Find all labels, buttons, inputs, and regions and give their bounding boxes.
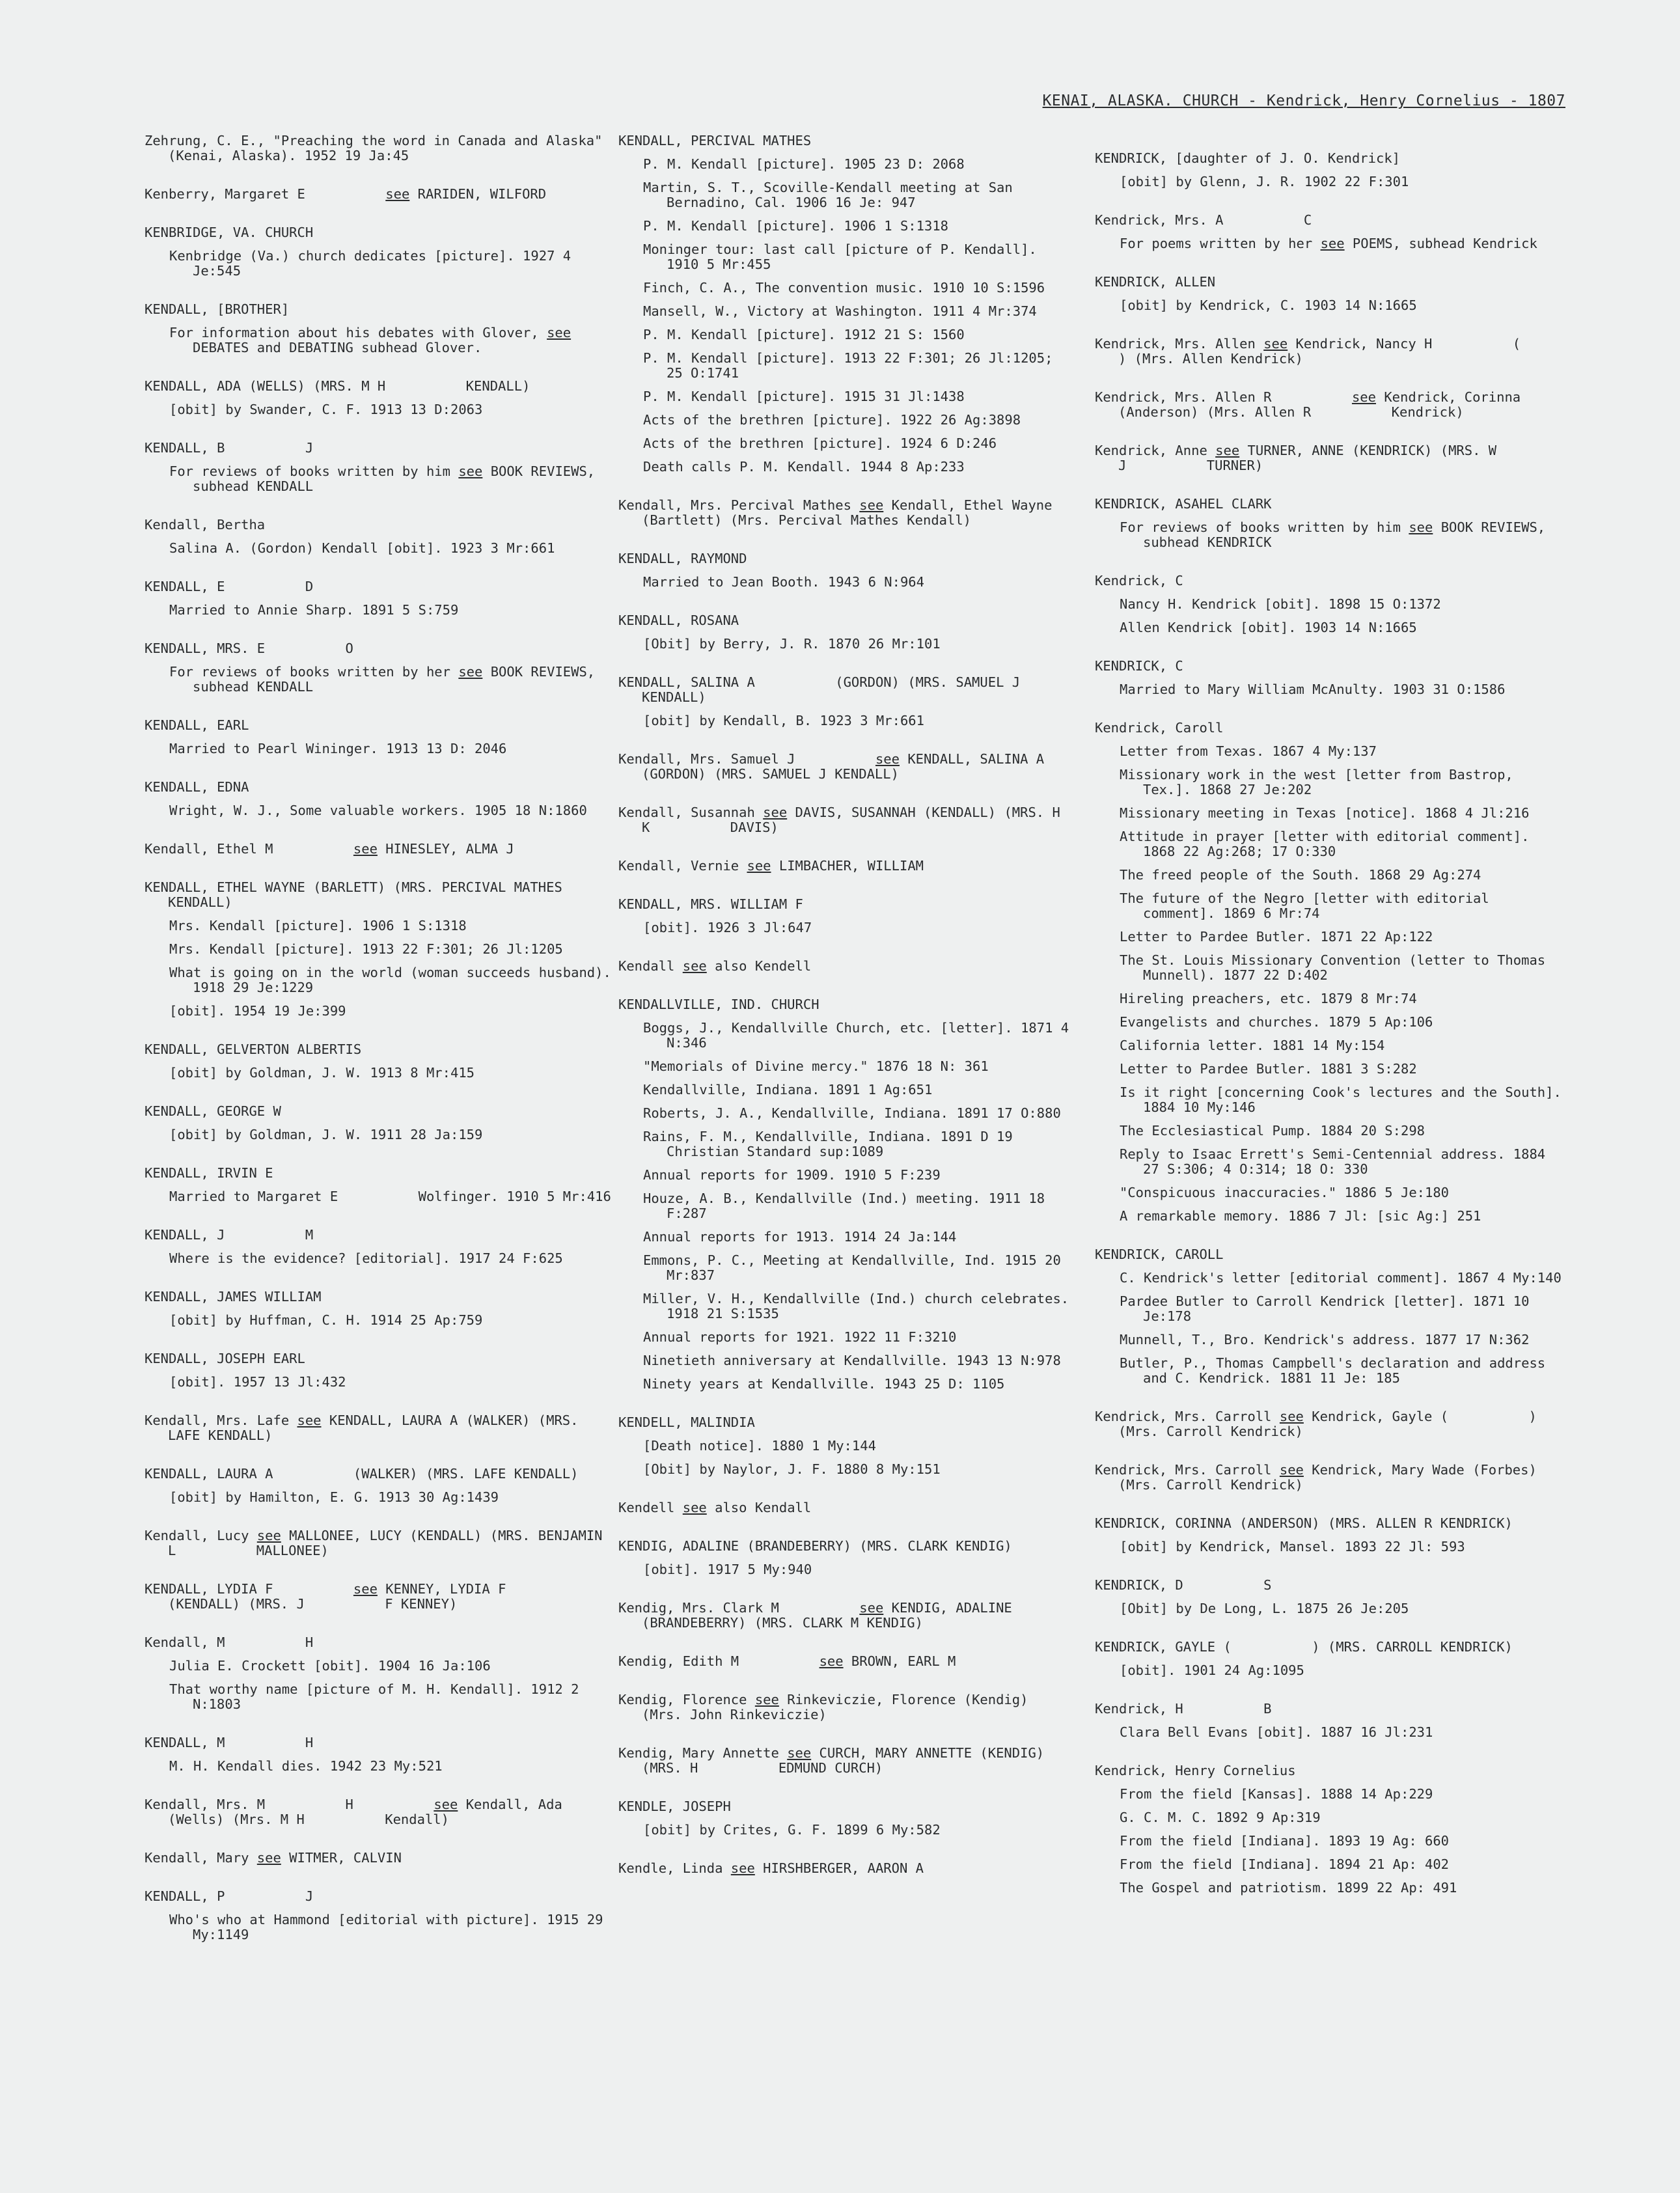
entry-citation: Missionary meeting in Texas [notice]. 1868 4 Jl:216	[1120, 805, 1530, 821]
entry-heading: KENDALL, JAMES WILLIAM	[145, 1289, 322, 1304]
entry-citation: [obit] by Goldman, J. W. 1911 28 Ja:159	[169, 1127, 483, 1142]
entry-heading: Kendig, Mary Annette see CURCH, MARY ANNETTE (KENDIG) (MRS. H EDMUND CURCH)	[618, 1745, 1053, 1776]
entry-heading: KENDALL, LYDIA F see KENNEY, LYDIA F (KENDALL) (MRS. J F KENNEY)	[145, 1581, 586, 1612]
index-entry	[145, 718, 613, 756]
entry-citation: Miller, V. H., Kendallville (Ind.) church celebrates. 1918 21 S:1535	[643, 1291, 1077, 1321]
entry-citation: Missionary work in the west [letter from Bastrop, Tex.]. 1868 27 Je:202	[1120, 767, 1522, 797]
entry-citation: A remarkable memory. 1886 7 Jl: [sic Ag:] 251	[1120, 1208, 1481, 1224]
entry-citation: For reviews of books written by him see BOOK REVIEWS, subhead KENDRICK	[1120, 519, 1554, 550]
entry-citation: Ninetieth anniversary at Kendallville. 1943 13 N:978	[643, 1353, 1061, 1368]
entry-citation: For reviews of books written by her see BOOK REVIEWS, subhead KENDALL	[169, 664, 603, 695]
index-entry	[145, 1582, 613, 1612]
see-reference: see	[730, 1860, 755, 1876]
index-entry	[145, 1228, 613, 1266]
index-entry	[618, 498, 1074, 528]
see-reference: see	[1351, 389, 1376, 405]
entry-heading: Kendall, Mrs. Lafe see KENDALL, LAURA A (WALKER) (MRS. LAFE KENDALL)	[145, 1413, 586, 1443]
index-entry	[618, 1539, 1074, 1577]
entry-citation: M. H. Kendall dies. 1942 23 My:521	[169, 1758, 443, 1774]
entry-citation: What is going on in the world (woman succeeds husband). 1918 29 Je:1229	[169, 965, 620, 995]
entry-heading: KENDALL, E D	[145, 579, 314, 594]
running-header: KENAI, ALASKA. CHURCH - Kendrick, Henry Cornelius - 1807	[1042, 92, 1565, 109]
index-entry	[1095, 573, 1563, 635]
entry-heading: KENDALLVILLE, IND. CHURCH	[618, 997, 819, 1012]
see-reference: see	[819, 1653, 844, 1669]
index-entry	[618, 551, 1074, 590]
entry-heading: KENDALL, PERCIVAL MATHES	[618, 133, 812, 148]
entry-citation: Butler, P., Thomas Campbell's declaration and address and C. Kendrick. 1881 11 Je: 185	[1120, 1355, 1554, 1386]
index-entry	[145, 225, 613, 279]
entry-citation: Hireling preachers, etc. 1879 8 Mr:74	[1120, 991, 1417, 1006]
see-reference: see	[859, 1600, 884, 1616]
entry-heading: Kendall, Bertha	[145, 517, 266, 532]
entry-citation: Married to Mary William McAnulty. 1903 31 O:1586	[1120, 682, 1506, 697]
entry-heading: Kendrick, Henry Cornelius	[1095, 1763, 1296, 1778]
index-entry	[1095, 497, 1563, 550]
entry-heading: Kendall, M H	[145, 1634, 314, 1650]
entry-citation: [obit]. 1901 24 Ag:1095	[1120, 1662, 1304, 1678]
entry-heading: Kendall, Mrs. Samuel J see KENDALL, SALINA A (GORDON) (MRS. SAMUEL J KENDALL)	[618, 751, 1125, 782]
entry-citation: C. Kendrick's letter [editorial comment]. 1867 4 My:140	[1120, 1270, 1562, 1286]
entry-heading: KENDALL, SALINA A (GORDON) (MRS. SAMUEL J KENDALL)	[618, 674, 1101, 705]
entry-citation: Acts of the brethren [picture]. 1922 26 Ag:3898	[643, 412, 1021, 428]
entry-heading: KENDALL, ADA (WELLS) (MRS. M H KENDALL)	[145, 378, 530, 394]
entry-citation: From the field [Kansas]. 1888 14 Ap:229	[1120, 1786, 1433, 1802]
index-entry	[1095, 1463, 1563, 1493]
index-entry	[1095, 336, 1601, 366]
see-reference: see	[353, 1581, 378, 1597]
entry-heading: KENBRIDGE, VA. CHURCH	[145, 225, 314, 240]
entry-heading: KENDRICK, GAYLE ( ) (MRS. CARROLL KENDRICK)	[1095, 1639, 1513, 1655]
entry-citation: Married to Pearl Wininger. 1913 13 D: 2046	[169, 741, 507, 756]
index-entry	[145, 1351, 613, 1390]
entry-heading: Kendall, Mary see WITMER, CALVIN	[145, 1850, 402, 1866]
entry-heading: Kendrick, H B	[1095, 1701, 1272, 1717]
entry-citation: Kenbridge (Va.) church dedicates [picture]. 1927 4 Je:545	[169, 248, 579, 279]
entry-heading: Kendall, Vernie see LIMBACHER, WILLIAM	[618, 858, 924, 874]
entry-citation: Houze, A. B., Kendallville (Ind.) meeting. 1911 18 F:287	[643, 1191, 1053, 1221]
entry-citation: Roberts, J. A., Kendallville, Indiana. 1891 17 O:880	[643, 1105, 1061, 1121]
entry-heading: Kendrick, Mrs. Carroll see Kendrick, Gayle ( ) (Mrs. Carroll Kendrick)	[1095, 1409, 1545, 1439]
see-reference: see	[1215, 443, 1240, 458]
index-entry	[145, 1797, 613, 1827]
see-reference: see	[297, 1413, 322, 1428]
entry-heading: KENDRICK, C	[1095, 658, 1183, 674]
entry-citation: Kendallville, Indiana. 1891 1 Ag:651	[643, 1082, 933, 1097]
index-entry	[618, 1415, 1074, 1477]
entry-heading: KENDRICK, CORINNA (ANDERSON) (MRS. ALLEN R KENDRICK)	[1095, 1515, 1513, 1531]
entry-citation: Munnell, T., Bro. Kendrick's address. 1877 17 N:362	[1120, 1332, 1530, 1347]
see-reference: see	[256, 1528, 281, 1543]
entry-citation: P. M. Kendall [picture]. 1906 1 S:1318	[643, 218, 948, 234]
entry-heading: Kendrick, Mrs. Carroll see Kendrick, Mary Wade (Forbes) (Mrs. Carroll Kendrick)	[1095, 1462, 1545, 1493]
entry-heading: KENDLE, JOSEPH	[618, 1799, 731, 1814]
entry-heading: KENDRICK, ASAHEL CLARK	[1095, 496, 1272, 512]
entry-citation: The St. Louis Missionary Convention (letter to Thomas Munnell). 1877 22 D:402	[1120, 952, 1554, 983]
entry-heading: Kenberry, Margaret E see RARIDEN, WILFORD	[145, 186, 547, 202]
entry-citation: Mrs. Kendall [picture]. 1906 1 S:1318	[169, 918, 467, 933]
see-reference: see	[1279, 1409, 1304, 1424]
see-reference: see	[547, 325, 571, 340]
entry-heading: KENDALL, JOSEPH EARL	[145, 1351, 305, 1366]
index-entry	[145, 1528, 613, 1558]
entry-heading: Kendig, Florence see Rinkeviczie, Florence (Kendig) (Mrs. John Rinkeviczie)	[618, 1692, 1036, 1722]
entry-heading: Kendrick, Mrs. A C	[1095, 212, 1312, 228]
entry-citation: Nancy H. Kendrick [obit]. 1898 15 O:1372	[1120, 596, 1441, 612]
entry-citation: Annual reports for 1909. 1910 5 F:239	[643, 1167, 941, 1183]
entry-citation: Pardee Butler to Carroll Kendrick [letter]. 1871 10 Je:178	[1120, 1293, 1537, 1324]
index-entry	[1095, 1409, 1563, 1439]
index-entry	[618, 959, 1074, 974]
index-entry	[145, 441, 613, 494]
entry-citation: P. M. Kendall [picture]. 1912 21 S: 1560	[643, 327, 965, 342]
entry-heading: KENDALL, MRS. WILLIAM F	[618, 896, 803, 912]
entry-citation: Acts of the brethren [picture]. 1924 6 D:246	[643, 435, 997, 451]
entry-citation: Rains, F. M., Kendallville, Indiana. 1891 D 19 Christian Standard sup:1089	[643, 1129, 1021, 1159]
entry-citation: [Death notice]. 1880 1 My:144	[643, 1438, 876, 1454]
entry-heading: KENDALL, GELVERTON ALBERTIS	[145, 1041, 362, 1057]
see-reference: see	[859, 497, 884, 513]
entry-heading: KENDALL, MRS. E O	[145, 641, 353, 656]
entry-heading: KENDALL, [BROTHER]	[145, 301, 290, 317]
entry-citation: [obit]. 1917 5 My:940	[643, 1562, 812, 1577]
entry-citation: For information about his debates with Glover, see DEBATES and DEBATING subhead Glover.	[169, 325, 579, 355]
entry-citation: Salina A. (Gordon) Kendall [obit]. 1923 3 Mr:661	[169, 540, 555, 556]
entry-citation: "Conspicuous inaccuracies." 1886 5 Je:180	[1120, 1185, 1450, 1200]
entry-citation: From the field [Indiana]. 1893 19 Ag: 660	[1120, 1833, 1450, 1849]
entry-citation: Julia E. Crockett [obit]. 1904 16 Ja:106	[169, 1658, 491, 1674]
index-entry	[618, 133, 1074, 475]
entry-citation: Ninety years at Kendallville. 1943 25 D: 1105	[643, 1376, 1005, 1392]
index-entry	[618, 1799, 1074, 1838]
entry-heading: KENDIG, ADALINE (BRANDEBERRY) (MRS. CLARK KENDIG)	[618, 1538, 1012, 1554]
see-reference: see	[747, 858, 771, 874]
index-entry	[145, 780, 613, 818]
index-entry	[145, 1635, 613, 1712]
see-reference: see	[1279, 1462, 1304, 1478]
index-entry	[1095, 1516, 1563, 1554]
entry-heading: KENDRICK, ALLEN	[1095, 274, 1216, 290]
entry-heading: KENDALL, J M	[145, 1227, 314, 1243]
index-entry	[1095, 1578, 1563, 1616]
entry-citation: [obit] by Huffman, C. H. 1914 25 Ap:759	[169, 1312, 483, 1328]
index-entry	[1095, 390, 1563, 420]
index-entry	[145, 133, 613, 163]
entry-citation: That worthy name [picture of M. H. Kendall]. 1912 2 N:1803	[169, 1681, 587, 1712]
index-entry	[145, 1042, 613, 1081]
index-entry	[618, 897, 1074, 935]
entry-heading: Kendall see also Kendell	[618, 958, 812, 974]
index-column-3	[1095, 150, 1601, 1919]
index-entry	[145, 1851, 613, 1866]
entry-heading: Kendrick, Caroll	[1095, 720, 1224, 736]
entry-citation: "Memorials of Divine mercy." 1876 18 N: 361	[643, 1058, 989, 1074]
see-reference: see	[458, 664, 483, 680]
index-entry	[145, 879, 620, 1019]
index-entry	[145, 187, 613, 202]
index-entry	[618, 859, 1074, 874]
index-entry	[145, 302, 613, 355]
index-entry	[618, 1500, 1074, 1515]
entry-citation: [obit] by Kendrick, C. 1903 14 N:1665	[1120, 297, 1417, 313]
index-entry	[145, 1413, 613, 1443]
entry-citation: Letter to Pardee Butler. 1881 3 S:282	[1120, 1061, 1417, 1077]
see-reference: see	[763, 805, 788, 820]
see-reference: see	[1409, 519, 1433, 535]
entry-citation: Attitude in prayer [letter with editorial comment]. 1868 22 Ag:268; 17 O:330	[1120, 829, 1537, 859]
see-reference: see	[682, 1500, 707, 1515]
index-column-1	[145, 133, 620, 1966]
index-entry	[145, 1735, 613, 1774]
see-reference: see	[682, 958, 707, 974]
entry-citation: Is it right [concerning Cook's lectures and the South]. 1884 10 My:146	[1120, 1084, 1570, 1115]
entry-citation: For poems written by her see POEMS, subhead Kendrick	[1120, 236, 1537, 251]
entry-heading: KENDALL, ETHEL WAYNE (BARLETT) (MRS. PERCIVAL MATHES KENDALL)	[145, 879, 571, 910]
entry-heading: KENDRICK, [daughter of J. O. Kendrick]	[1095, 150, 1400, 166]
entry-heading: Kendall, Mrs. M H see Kendall, Ada (Wells) (Mrs. M H Kendall)	[145, 1797, 571, 1827]
see-reference: see	[1320, 236, 1345, 251]
entry-citation: [Obit] by Naylor, J. F. 1880 8 My:151	[643, 1461, 941, 1477]
see-reference: see	[875, 751, 900, 767]
entry-citation: [obit] by Glenn, J. R. 1902 22 F:301	[1120, 174, 1409, 189]
entry-citation: Reply to Isaac Errett's Semi-Centennial address. 1884 27 S:306; 4 O:314; 18 O: 330	[1120, 1146, 1554, 1177]
index-entry	[618, 1746, 1074, 1776]
index-entry	[1095, 275, 1563, 313]
entry-citation: Boggs, J., Kendallville Church, etc. [letter]. 1871 4 N:346	[643, 1020, 1077, 1051]
entry-citation: Finch, C. A., The convention music. 1910 10 S:1596	[643, 280, 1045, 296]
see-reference: see	[256, 1850, 281, 1866]
entry-heading: KENDALL, B J	[145, 440, 314, 456]
entry-heading: Kendig, Mrs. Clark M see KENDIG, ADALINE (BRANDEBERRY) (MRS. CLARK M KENDIG)	[618, 1600, 1021, 1631]
entry-citation: [Obit] by De Long, L. 1875 26 Je:205	[1120, 1601, 1409, 1616]
index-entry	[1095, 720, 1570, 1224]
entry-citation: [obit] by Swander, C. F. 1913 13 D:2063	[169, 402, 483, 417]
index-entry	[618, 805, 1141, 835]
index-entry	[618, 1654, 1074, 1669]
index-entry	[1095, 1640, 1563, 1678]
entry-heading: KENDRICK, CAROLL	[1095, 1247, 1224, 1262]
entry-heading: KENDALL, P J	[145, 1888, 314, 1904]
entry-citation: [Obit] by Berry, J. R. 1870 26 Mr:101	[643, 636, 941, 652]
entry-heading: Zehrung, C. E., "Preaching the word in Canada and Alaska" (Kenai, Alaska). 1952 19 Ja:45	[145, 133, 611, 163]
index-entry	[145, 1104, 613, 1142]
entry-citation: Emmons, P. C., Meeting at Kendallville, Ind. 1915 20 Mr:837	[643, 1252, 1069, 1283]
index-entry	[1095, 1702, 1563, 1740]
entry-citation: Married to Margaret E Wolfinger. 1910 5 Mr:416	[169, 1189, 611, 1204]
entry-heading: KENDALL, LAURA A (WALKER) (MRS. LAFE KENDALL)	[145, 1466, 579, 1482]
entry-heading: Kendrick, Anne see TURNER, ANNE (KENDRICK) (MRS. W J TURNER)	[1095, 443, 1577, 473]
index-entry	[145, 517, 613, 556]
entry-citation: Death calls P. M. Kendall. 1944 8 Ap:233	[643, 459, 965, 475]
entry-citation: P. M. Kendall [picture]. 1915 31 Jl:1438	[643, 389, 965, 404]
entry-citation: [obit] by Goldman, J. W. 1913 8 Mr:415	[169, 1065, 475, 1081]
entry-heading: Kendrick, Mrs. Allen see Kendrick, Nancy H ( ) (Mrs. Allen Kendrick)	[1095, 336, 1601, 366]
entry-citation: Mrs. Kendall [picture]. 1913 22 F:301; 26 Jl:1205	[169, 941, 563, 957]
entry-heading: KENDRICK, D S	[1095, 1577, 1272, 1593]
entry-heading: Kendell see also Kendall	[618, 1500, 812, 1515]
entry-citation: Annual reports for 1913. 1914 24 Ja:144	[643, 1229, 957, 1245]
entry-citation: Allen Kendrick [obit]. 1903 14 N:1665	[1120, 620, 1417, 635]
entry-heading: Kendall, Mrs. Percival Mathes see Kendall, Ethel Wayne (Bartlett) (Mrs. Percival Mathes Kendall)	[618, 497, 1060, 528]
entry-citation: Letter from Texas. 1867 4 My:137	[1120, 743, 1377, 759]
see-reference: see	[754, 1692, 779, 1707]
entry-citation: Married to Jean Booth. 1943 6 N:964	[643, 574, 924, 590]
entry-citation: The Gospel and patriotism. 1899 22 Ap: 491	[1120, 1880, 1457, 1896]
index-entry	[145, 842, 613, 857]
index-entry	[145, 579, 613, 618]
entry-citation: From the field [Indiana]. 1894 21 Ap: 402	[1120, 1856, 1450, 1872]
entry-citation: California letter. 1881 14 My:154	[1120, 1038, 1385, 1053]
entry-citation: [obit] by Kendall, B. 1923 3 Mr:661	[643, 713, 924, 728]
index-entry	[618, 1601, 1074, 1631]
entry-citation: [obit]. 1954 19 Je:399	[169, 1003, 346, 1019]
entry-citation: Martin, S. T., Scoville-Kendall meeting at San Bernadino, Cal. 1906 16 Je: 947	[643, 180, 1021, 210]
index-entry	[1095, 443, 1577, 473]
entry-citation: Married to Annie Sharp. 1891 5 S:759	[169, 602, 459, 618]
index-entry	[145, 1290, 613, 1328]
index-entry	[1095, 659, 1563, 697]
index-entry	[618, 1861, 1074, 1876]
entry-heading: Kendle, Linda see HIRSHBERGER, AARON A	[618, 1860, 924, 1876]
entry-citation: P. M. Kendall [picture]. 1905 23 D: 2068	[643, 156, 965, 172]
entry-citation: G. C. M. C. 1892 9 Ap:319	[1120, 1810, 1321, 1825]
index-entry	[145, 641, 613, 695]
index-entry	[1095, 213, 1563, 251]
entry-citation: [obit] by Kendrick, Mansel. 1893 22 Jl: 593	[1120, 1539, 1465, 1554]
see-reference: see	[434, 1797, 458, 1812]
index-entry	[618, 751, 1125, 782]
index-entry	[145, 1889, 613, 1942]
entry-citation: Evangelists and churches. 1879 5 Ap:106	[1120, 1014, 1433, 1030]
entry-heading: KENDALL, EARL	[145, 717, 249, 733]
entry-citation: The Ecclesiastical Pump. 1884 20 S:298	[1120, 1123, 1425, 1138]
entry-citation: For reviews of books written by him see BOOK REVIEWS, subhead KENDALL	[169, 463, 603, 494]
entry-citation: [obit]. 1957 13 Jl:432	[169, 1374, 346, 1390]
entry-heading: Kendrick, Mrs. Allen R see Kendrick, Corinna (Anderson) (Mrs. Allen R Kendrick)	[1095, 389, 1529, 420]
entry-citation: Wright, W. J., Some valuable workers. 1905 18 N:1860	[169, 803, 587, 818]
index-entry	[145, 1166, 613, 1204]
index-entry	[145, 379, 613, 417]
entry-citation: The future of the Negro [letter with editorial comment]. 1869 6 Mr:74	[1120, 890, 1498, 921]
entry-heading: Kendrick, C	[1095, 573, 1183, 588]
entry-heading: KENDALL, ROSANA	[618, 613, 739, 628]
index-entry	[618, 1692, 1074, 1722]
entry-citation: [obit]. 1926 3 Jl:647	[643, 920, 812, 935]
entry-heading: Kendall, Lucy see MALLONEE, LUCY (KENDALL) (MRS. BENJAMIN L MALLONEE)	[145, 1528, 611, 1558]
entry-citation: [obit] by Hamilton, E. G. 1913 30 Ag:1439	[169, 1489, 499, 1505]
entry-citation: P. M. Kendall [picture]. 1913 22 F:301; 26 Jl:1205; 25 O:1741	[643, 350, 1061, 381]
entry-citation: Letter to Pardee Butler. 1871 22 Ap:122	[1120, 929, 1433, 945]
entry-citation: Moninger tour: last call [picture of P. Kendall]. 1910 5 Mr:455	[643, 241, 1045, 272]
index-entry	[1095, 151, 1563, 189]
index-entry	[145, 1467, 613, 1505]
entry-citation: Annual reports for 1921. 1922 11 F:3210	[643, 1329, 957, 1345]
entry-heading: Kendig, Edith M see BROWN, EARL M	[618, 1653, 956, 1669]
entry-citation: Where is the evidence? [editorial]. 1917 24 F:625	[169, 1250, 563, 1266]
see-reference: see	[385, 186, 410, 202]
index-entry	[618, 997, 1077, 1392]
index-entry	[1095, 1247, 1563, 1386]
entry-heading: KENDALL, EDNA	[145, 779, 249, 795]
entry-citation: Clara Bell Evans [obit]. 1887 16 Jl:231	[1120, 1724, 1433, 1740]
entry-citation: Mansell, W., Victory at Washington. 1911 4 Mr:374	[643, 303, 1037, 319]
entry-citation: Who's who at Hammond [editorial with picture]. 1915 29 My:1149	[169, 1912, 611, 1942]
entry-heading: KENDELL, MALINDIA	[618, 1414, 755, 1430]
index-entry	[1095, 1763, 1563, 1896]
see-reference: see	[1263, 336, 1288, 352]
index-entry	[618, 613, 1074, 652]
entry-heading: KENDALL, M H	[145, 1735, 314, 1750]
entry-heading: Kendall, Susannah see DAVIS, SUSANNAH (KENDALL) (MRS. H K DAVIS)	[618, 805, 1141, 835]
entry-heading: KENDALL, IRVIN E	[145, 1165, 273, 1181]
see-reference: see	[353, 841, 378, 857]
index-entry	[618, 674, 1101, 728]
entry-citation: [obit] by Crites, G. F. 1899 6 My:582	[643, 1822, 941, 1838]
entry-citation: The freed people of the South. 1868 29 Ag:274	[1120, 867, 1481, 883]
see-reference: see	[787, 1745, 812, 1761]
see-reference: see	[458, 463, 483, 479]
entry-heading: KENDALL, RAYMOND	[618, 551, 747, 566]
entry-heading: KENDALL, GEORGE W	[145, 1103, 281, 1119]
entry-heading: Kendall, Ethel M see HINESLEY, ALMA J	[145, 841, 514, 857]
